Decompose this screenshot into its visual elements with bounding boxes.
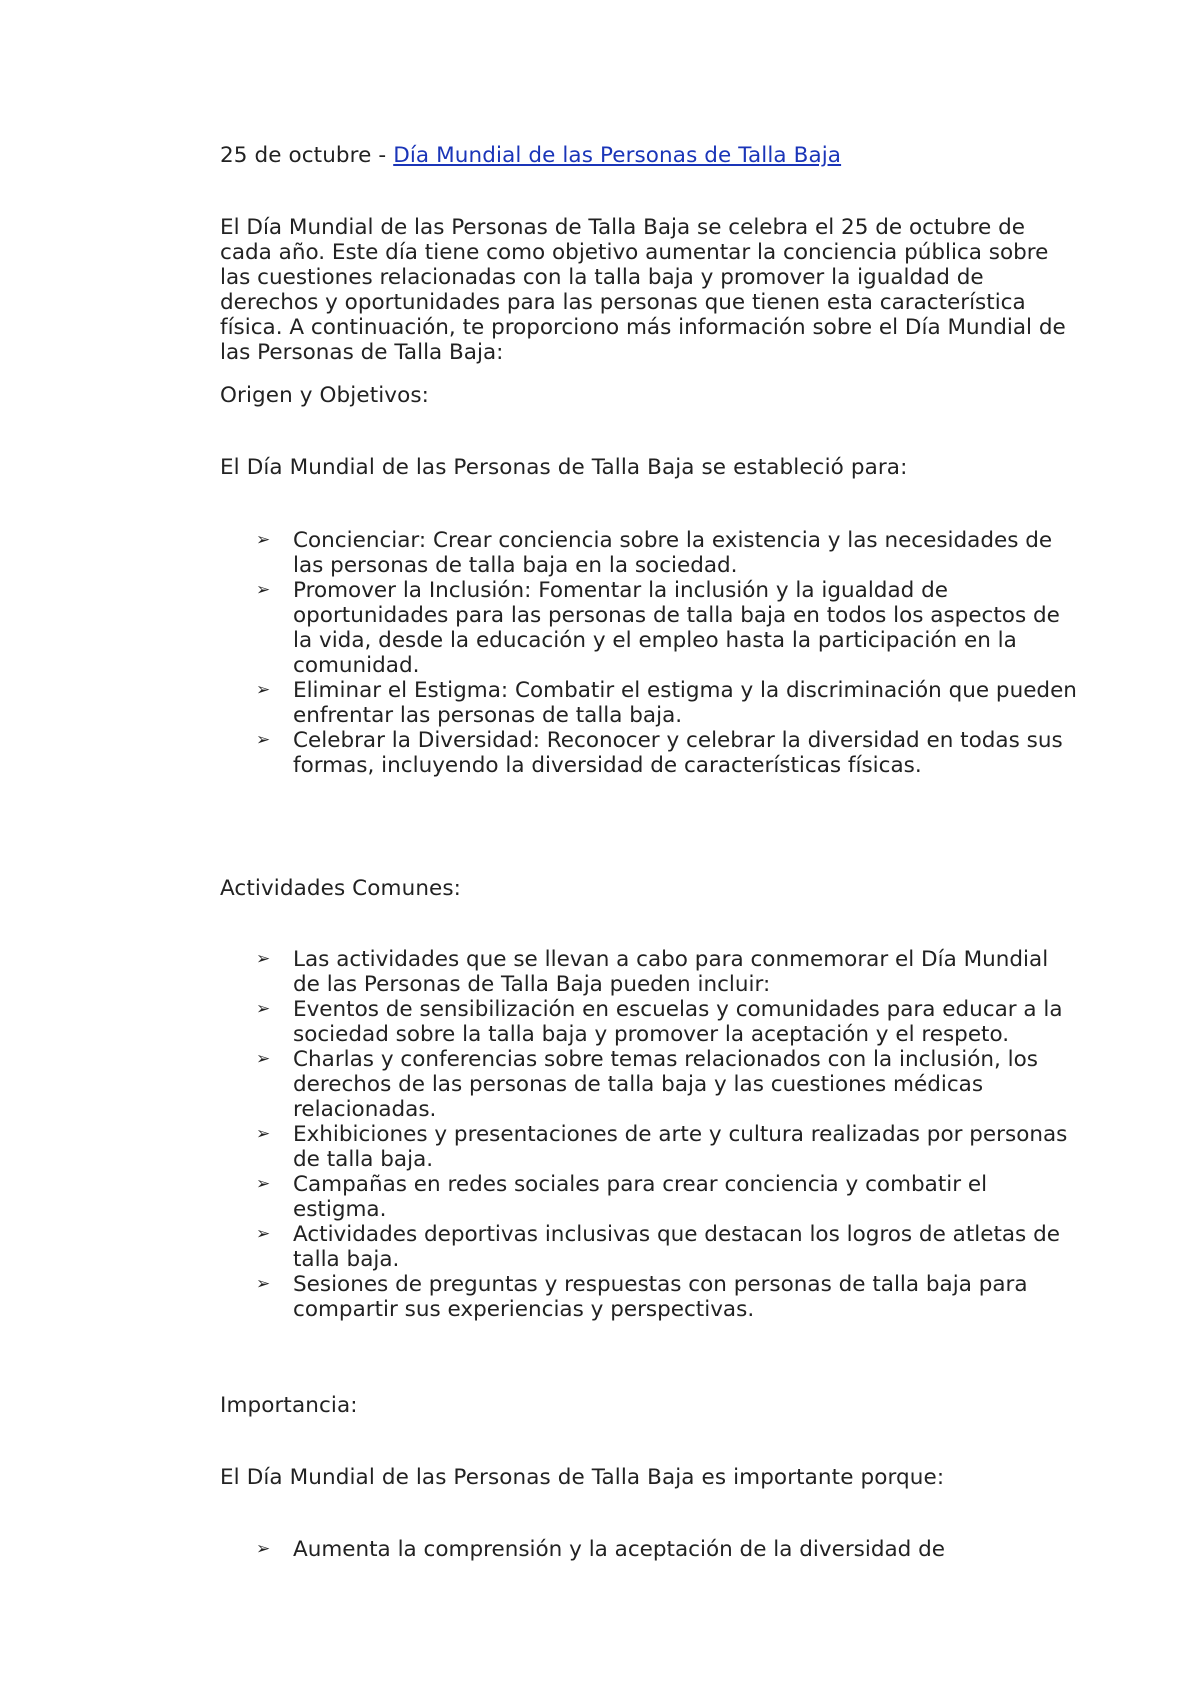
list-item: ➢ Eventos de sensibilización en escuelas y comunidades para educar a la sociedad sobre la talla baja y promover la aceptación y el respeto. xyxy=(256,997,1063,1047)
importancia-list xyxy=(220,1537,1080,1562)
intro-paragraph: El Día Mundial de las Personas de Talla Baja se celebra el 25 de octubre de cada año. Este día tiene como objetivo aumentar la conciencia pública sobre las cuestiones relacionadas con la talla baja y promover la igualdad de derechos y oportunidades para las personas que tienen esta característica física. A continuación, te proporciono más información sobre el Día Mundial de las Personas de Talla Baja: xyxy=(220,215,1066,365)
arrow-bullet-icon: ➢ xyxy=(256,530,271,550)
list-item: ➢ Exhibiciones y presentaciones de arte y cultura realizadas por personas de talla baja. xyxy=(256,1122,1068,1172)
arrow-bullet-icon: ➢ xyxy=(256,1124,271,1144)
origen-list xyxy=(220,528,1080,778)
actividades-list xyxy=(220,947,1080,1322)
document-title-line xyxy=(220,143,841,168)
arrow-bullet-icon: ➢ xyxy=(256,680,271,700)
arrow-bullet-icon: ➢ xyxy=(256,1174,271,1194)
list-item: ➢ Promover la Inclusión: Fomentar la inclusión y la igualdad de oportunidades para las personas de talla baja en todos los aspectos de la vida, desde la educación y el empleo hasta la participación en la comunidad. xyxy=(256,578,1060,678)
arrow-bullet-icon: ➢ xyxy=(256,580,271,600)
list-item: ➢ Eliminar el Estigma: Combatir el estigma y la discriminación que pueden enfrentar las personas de talla baja. xyxy=(256,678,1077,728)
arrow-bullet-icon: ➢ xyxy=(256,949,271,969)
origen-heading: Origen y Objetivos: xyxy=(220,383,430,408)
arrow-bullet-icon: ➢ xyxy=(256,1274,271,1294)
list-item: ➢ Aumenta la comprensión y la aceptación de la diversidad de xyxy=(256,1537,946,1562)
origen-lead: El Día Mundial de las Personas de Talla Baja se estableció para: xyxy=(220,455,908,480)
arrow-bullet-icon: ➢ xyxy=(256,1539,271,1559)
list-item: ➢ Las actividades que se llevan a cabo para conmemorar el Día Mundial de las Personas de Talla Baja pueden incluir: xyxy=(256,947,1049,997)
arrow-bullet-icon: ➢ xyxy=(256,1224,271,1244)
list-item: ➢ Concienciar: Crear conciencia sobre la existencia y las necesidades de las personas de talla baja en la sociedad. xyxy=(256,528,1053,578)
list-item: ➢ Sesiones de preguntas y respuestas con personas de talla baja para compartir sus experiencias y perspectivas. xyxy=(256,1272,1028,1322)
list-item: ➢ Actividades deportivas inclusivas que destacan los logros de atletas de talla baja. xyxy=(256,1222,1060,1272)
title-link[interactable]: Día Mundial de las Personas de Talla Baja xyxy=(393,143,842,168)
list-item: ➢ Campañas en redes sociales para crear conciencia y combatir el estigma. xyxy=(256,1172,988,1222)
arrow-bullet-icon: ➢ xyxy=(256,999,271,1019)
title-date: 25 de octubre - xyxy=(220,143,394,168)
arrow-bullet-icon: ➢ xyxy=(256,730,271,750)
importancia-lead: El Día Mundial de las Personas de Talla Baja es importante porque: xyxy=(220,1465,945,1490)
list-item: ➢ Charlas y conferencias sobre temas relacionados con la inclusión, los derechos de las personas de talla baja y las cuestiones médicas relacionadas. xyxy=(256,1047,1038,1122)
actividades-heading: Actividades Comunes: xyxy=(220,876,462,901)
importancia-heading: Importancia: xyxy=(220,1393,358,1418)
list-item: ➢ Celebrar la Diversidad: Reconocer y celebrar la diversidad en todas sus formas, incluyendo la diversidad de características físicas. xyxy=(256,728,1063,778)
arrow-bullet-icon: ➢ xyxy=(256,1049,271,1069)
